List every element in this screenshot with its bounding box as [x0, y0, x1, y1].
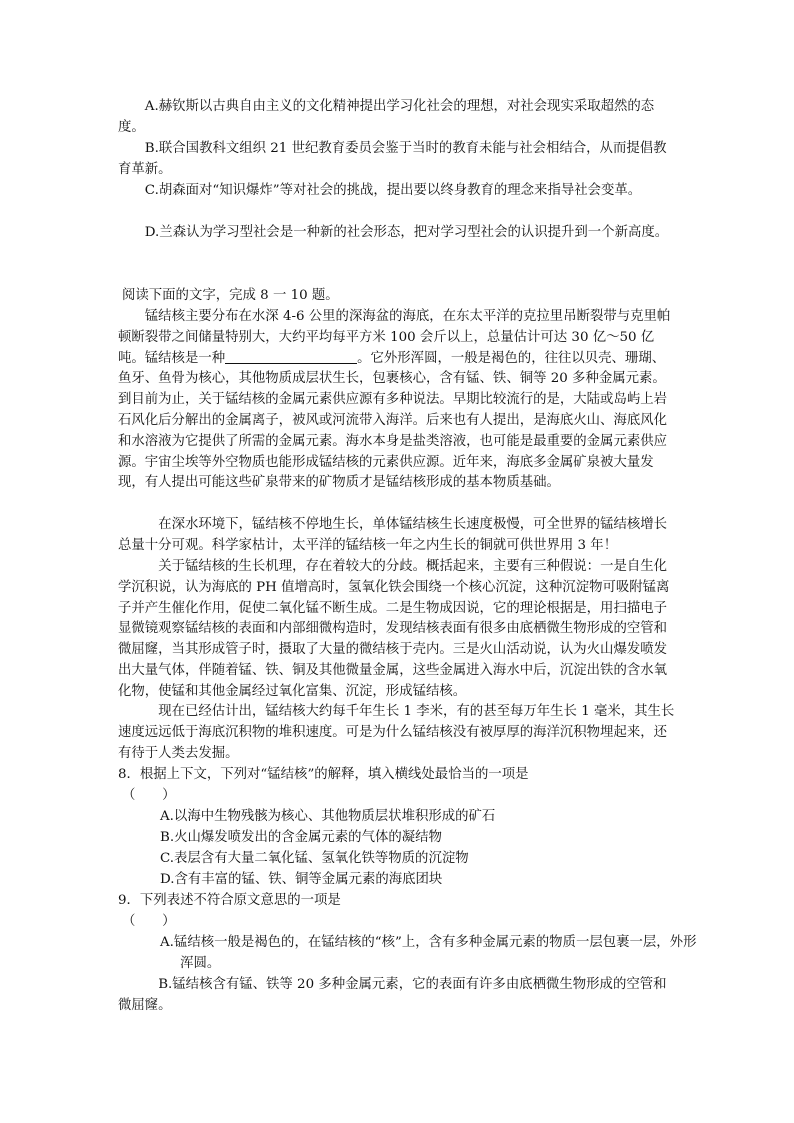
question-8-option-b: B.火山爆发喷发出的含金属元素的气体的凝结物: [160, 830, 442, 845]
question-8-option-a: A.以海中生物残骸为核心、其他物质层状堆积形成的矿石: [160, 809, 496, 824]
reading-intro: 阅读下面的文字，完成 8 一 10 题。: [122, 288, 339, 303]
question-8-option-d: D.含有丰富的锰、铁、铜等金属元素的海底团块: [160, 872, 443, 887]
question-9-option-a: A.锰结核一般是褐色的，在锰结核的“核”上，含有多种金属元素的物质一层包裹一层，外形浑圆。: [160, 935, 697, 971]
paragraph-1-part-2: 。它外形浑圆，一般是褐色的，往往以贝壳、珊瑚、鱼牙、鱼骨为核心，其他物质成层状生长，包裹核心，含有锰、铁、铜等 20 多种金属元素。到目前为止，关于锰结核的金属元素供应源有多种说法。早期比较流行的是，大陆或岛屿上岩石风化后分解出的金属离子，被风或河流带入海洋。后来也有人提出，是海底火山、海底风化和水溶液为它提供了所需的金属元素。海水本身是盐类溶液，也可能是最重要的金属元素供应源。宇宙尘埃等外空物质也能形成锰结核的元素供应源。近年来，海底多金属矿泉被大量发现，有人提出可能这些矿泉带来的矿物质才是锰结核形成的基本物质基础。: [118, 350, 668, 491]
question-9-answer-paren: （ ）: [122, 914, 176, 929]
reading-paragraph-1: [118, 307, 678, 494]
question-8-answer-paren: （ ）: [122, 788, 176, 803]
prev-option-d: D.兰森认为学习型社会是一种新的社会形态，把对学习型社会的认识提升到一个新高度。: [144, 225, 669, 240]
prev-option-a: A.赫钦斯以古典自由主义的文化精神提出学习化社会的理想，对社会现实采取超然的态度。: [118, 99, 655, 135]
reading-paragraph-3: 关于锰结核的生长机理，存在着较大的分歧。概括起来，主要有三种假说：一是自生化学沉积说，认为海底的 PH 值增高时，氢氧化铁会围绕一个核心沉淀，这种沉淀物可吸附锰离子并产生催化作用，促使二氧化锰不断生成。二是生物成因说，它的理论根据是，用扫描电子显微镜观察锰结核的表面和内部细微构造时，发现结核表面有很多由底栖微生物形成的空管和微屈窿，当其形成管子时，摄取了大量的微结核于壳内。三是火山活动说，认为火山爆发喷发出大量气体，伴随着锰、铁、铜及其他微量金属，这些金属进入海水中后，沉淀出铁的含水氧化物，使锰和其他金属经过氧化富集、沉淀，形成锰结核。: [118, 559, 670, 699]
paragraph-1-part-1: 锰结核主要分布在水深 4-6 公里的深海盆的海底，在东太平洋的克拉里吊断裂带与克里帕顿断裂带之间储量特别大，大约平均每平方米 100 会斤以上，总量估计可达 30 亿～50 亿吨。锰结核是一种: [118, 309, 671, 366]
question-9-stem: 9．下列表述不符合原文意思的一项是: [118, 893, 341, 908]
reading-paragraph-2: 在深水环境下，锰结核不停地生长，单体锰结核生长速度极慢，可全世界的锰结核增长总量十分可观。科学家枯计，太平洋的锰结核一年之内生长的铜就可供世界用 3 年！: [118, 517, 668, 553]
prev-option-c: C.胡森面对“知识爆炸”等对社会的挑战，提出要以终身教育的理念来指导社会变革。: [144, 183, 642, 198]
reading-paragraph-4: 现在已经估计出，锰结核大约每千年生长 1 李米，有的甚至每万年生长 1 毫米，其生长速度远远低于海底沉积物的堆积速度。可是为什么锰结核没有被厚厚的海洋沉积物埋起来，还有待于人类去发掘。: [118, 704, 675, 761]
fill-in-blank: [225, 349, 357, 364]
prev-option-b: B.联合国教科文组织 21 世纪教育委员会鉴于当时的教育未能与社会相结合，从而提倡教育革新。: [118, 141, 667, 177]
question-9-option-b: B.锰结核含有锰、铁等 20 多种金属元素，它的表面有许多由底栖微生物形成的空管和微屈窿。: [118, 977, 667, 1013]
question-8-option-c: C.表层含有大量二氧化锰、氢氧化铁等物质的沉淀物: [160, 851, 469, 866]
question-8-stem: 8．根据上下文，下列对“锰结核”的解释，填入横线处最恰当的一项是: [118, 767, 529, 782]
